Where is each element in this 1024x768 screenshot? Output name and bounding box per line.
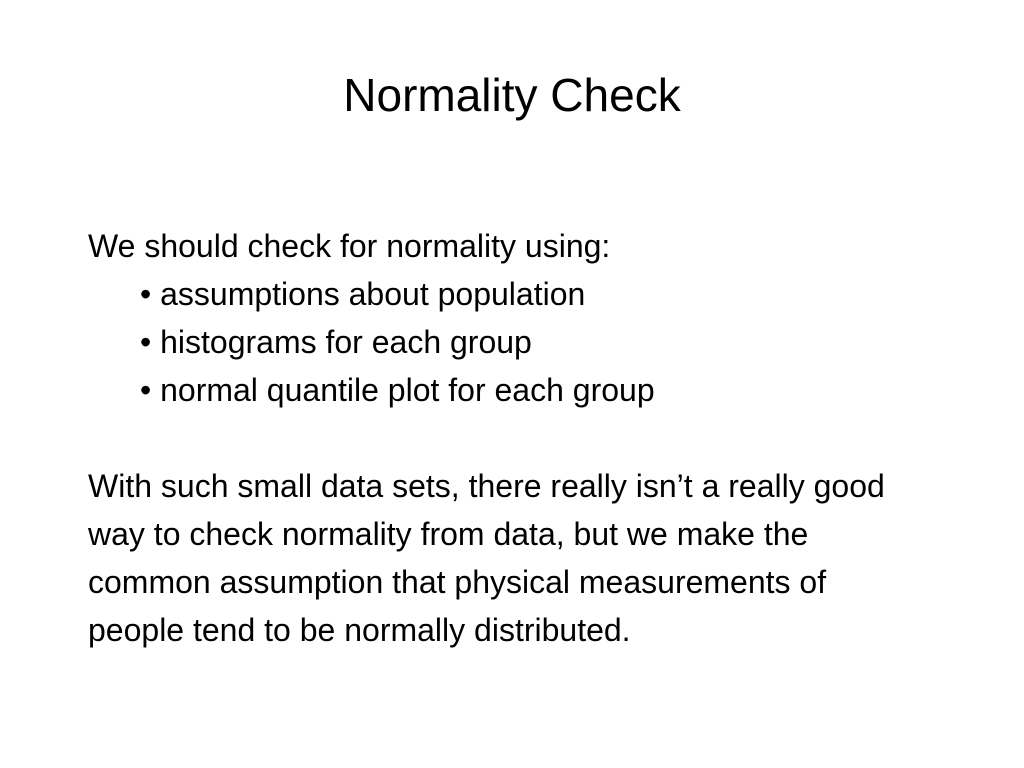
explanation-paragraph: With such small data sets, there really isn’t a really good way to check normality from data, but we make the common assumption that physical measurements of people tend to be normally distributed. [88,468,885,648]
bullet-list [88,270,968,414]
bullet-item: • assumptions about population [140,270,968,318]
intro-line: We should check for normality using: [88,228,611,264]
bullet-item: • histograms for each group [140,318,968,366]
slide-title: Normality Check [343,69,681,121]
slide-body [88,222,968,654]
bullet-item: • normal quantile plot for each group [140,366,968,414]
spacer [88,414,968,462]
